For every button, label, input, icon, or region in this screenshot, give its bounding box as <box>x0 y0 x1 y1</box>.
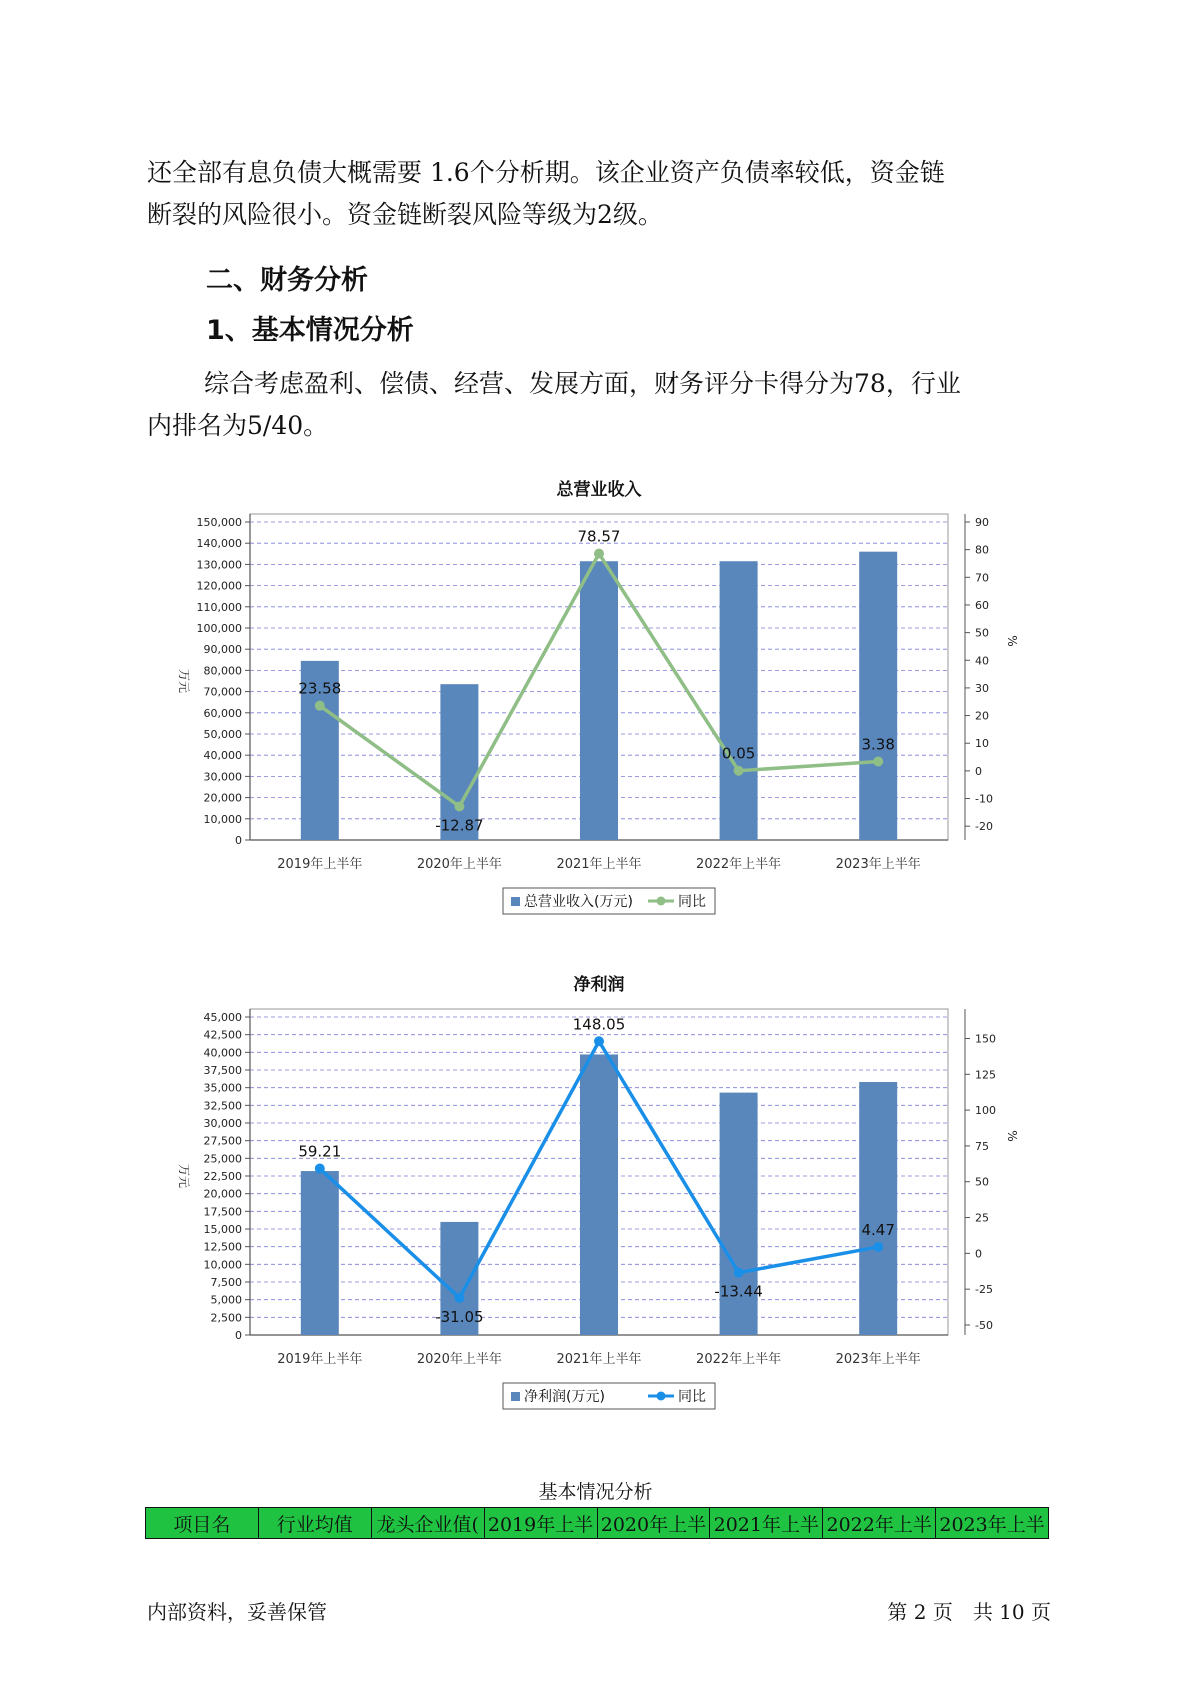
y-tick-label: 30,000 <box>203 1117 242 1130</box>
y-tick-label: 35,000 <box>203 1081 242 1095</box>
y2-tick-label: 30 <box>975 681 989 695</box>
line-point <box>454 1293 464 1303</box>
y-tick-label: 5,000 <box>210 1293 242 1307</box>
legend-swatch-point <box>657 897 666 906</box>
x-tick-label: 2023年上半年 <box>835 857 921 872</box>
y-tick-label: 40,000 <box>203 1046 242 1060</box>
header-cell: 2019年上半 <box>484 1508 597 1539</box>
y-tick-label: 0 <box>235 1329 242 1342</box>
line-point <box>873 757 883 767</box>
y-tick-label: 25,000 <box>203 1152 242 1166</box>
x-tick-label: 2021年上半年 <box>556 857 642 872</box>
y-tick-label: 60,000 <box>203 706 242 720</box>
y2-tick-label: 25 <box>975 1211 989 1225</box>
revenue-chart <box>150 470 1030 934</box>
y-tick-label: 37,500 <box>203 1064 242 1077</box>
revenue-chart-svg <box>150 470 1030 930</box>
y-tick-label: 10,000 <box>203 812 242 826</box>
data-label: -31.05 <box>435 1307 484 1326</box>
line-point <box>594 1036 604 1046</box>
data-label: -13.44 <box>714 1282 763 1301</box>
bar <box>859 552 897 840</box>
header-cell: 2022年上半 <box>823 1508 936 1539</box>
data-label: 23.58 <box>298 679 342 698</box>
y2-tick-label: 50 <box>975 626 989 640</box>
y-tick-label: 30,000 <box>203 770 242 784</box>
legend-swatch-bar <box>511 897 520 906</box>
data-label: 59.21 <box>298 1142 342 1161</box>
legend-label: 总营业收入(万元) <box>524 894 633 910</box>
y-tick-label: 45,000 <box>203 1011 242 1024</box>
y-tick-label: 7,500 <box>210 1276 242 1289</box>
y-tick-label: 50,000 <box>203 728 242 741</box>
y-tick-label: 32,500 <box>203 1099 242 1113</box>
y2-tick-label: 0 <box>975 1247 982 1261</box>
paragraph-line: 断裂的风险很小。资金链断裂风险等级为2级。 <box>147 200 663 229</box>
line-point <box>734 766 744 776</box>
y2-axis-label: % <box>1005 635 1019 647</box>
paragraph-line: 内排名为5/40。 <box>147 411 329 440</box>
chart-title: 总营业收入 <box>556 480 642 500</box>
bar <box>580 561 618 840</box>
y-tick-label: 0 <box>235 834 242 847</box>
x-tick-label: 2023年上半年 <box>835 1352 921 1367</box>
data-label: -12.87 <box>435 816 484 835</box>
y2-tick-label: -50 <box>975 1318 993 1332</box>
y-tick-label: 150,000 <box>196 516 242 529</box>
subsection-heading: 1、基本情况分析 <box>206 315 414 346</box>
data-label: 4.47 <box>861 1220 895 1239</box>
y-axis-label: 万元 <box>177 1163 191 1189</box>
header-cell: 龙头企业值( <box>371 1508 484 1539</box>
legend-label: 同比 <box>678 894 706 910</box>
y-tick-label: 20,000 <box>203 791 242 805</box>
y-tick-label: 100,000 <box>196 622 242 635</box>
y-tick-label: 140,000 <box>196 537 242 551</box>
x-tick-label: 2022年上半年 <box>696 857 782 872</box>
table-header-row <box>146 1508 1049 1539</box>
x-tick-label: 2022年上半年 <box>696 1352 782 1367</box>
line-point <box>594 549 604 559</box>
y2-tick-label: -10 <box>975 792 993 806</box>
line-point <box>734 1268 744 1278</box>
y-tick-label: 70,000 <box>203 685 242 699</box>
y2-tick-label: 90 <box>975 516 989 529</box>
y-tick-label: 2,500 <box>210 1311 242 1325</box>
y2-axis-label: % <box>1005 1130 1019 1142</box>
header-cell: 项目名 <box>146 1508 259 1539</box>
y-axis-label: 万元 <box>177 668 191 694</box>
y2-tick-label: -25 <box>975 1283 993 1297</box>
section-heading: 二、财务分析 <box>206 265 368 296</box>
chart-title: 净利润 <box>573 975 625 995</box>
page-number: 第 2 页 共 10 页 <box>887 1600 1051 1624</box>
y-tick-label: 10,000 <box>203 1258 242 1272</box>
legend-label: 同比 <box>678 1389 706 1405</box>
y-tick-label: 130,000 <box>196 558 242 572</box>
header-cell: 2020年上半 <box>597 1508 710 1539</box>
y-tick-label: 15,000 <box>203 1223 242 1236</box>
x-tick-label: 2019年上半年 <box>277 1352 363 1367</box>
data-label: 3.38 <box>861 735 895 754</box>
y-tick-label: 22,500 <box>203 1170 242 1183</box>
x-tick-label: 2020年上半年 <box>416 857 502 872</box>
y-tick-label: 42,500 <box>203 1028 242 1042</box>
y-tick-label: 90,000 <box>203 643 242 657</box>
x-tick-label: 2019年上半年 <box>277 857 363 872</box>
paragraph-line: 综合考虑盈利、偿债、经营、发展方面，财务评分卡得分为78，行业 <box>204 369 961 398</box>
y-tick-label: 20,000 <box>203 1187 242 1201</box>
y-tick-label: 40,000 <box>203 749 242 763</box>
line-point <box>873 1242 883 1252</box>
header-cell: 2023年上半 <box>936 1508 1049 1539</box>
x-tick-label: 2021年上半年 <box>556 1352 642 1367</box>
footer-note: 内部资料，妥善保管 <box>147 1600 327 1624</box>
y2-tick-label: 125 <box>975 1068 996 1082</box>
bar <box>301 1171 339 1335</box>
data-label: 78.57 <box>577 527 621 546</box>
x-tick-label: 2020年上半年 <box>416 1352 502 1367</box>
header-cell: 2021年上半 <box>710 1508 823 1539</box>
y2-tick-label: 80 <box>975 543 989 557</box>
y2-tick-label: 0 <box>975 764 982 778</box>
legend-label: 净利润(万元) <box>524 1389 605 1405</box>
table-caption: 基本情况分析 <box>538 1481 653 1503</box>
bar <box>859 1082 897 1335</box>
line-point <box>315 701 325 711</box>
bar <box>720 561 758 840</box>
y2-tick-label: 10 <box>975 737 989 751</box>
data-label: 0.05 <box>721 744 756 763</box>
basic-info-table <box>145 1507 1049 1539</box>
y2-tick-label: 40 <box>975 654 989 668</box>
y2-tick-label: 60 <box>975 598 989 612</box>
y-tick-label: 80,000 <box>203 664 242 678</box>
y-tick-label: 27,500 <box>203 1134 242 1148</box>
net-profit-chart <box>150 965 1030 1429</box>
paragraph-line: 还全部有息负债大概需要 1.6个分析期。该企业资产负债率较低，资金链 <box>147 158 945 187</box>
net-profit-chart-svg <box>150 965 1030 1425</box>
data-label: 148.05 <box>572 1015 626 1034</box>
bar <box>580 1054 618 1335</box>
y2-tick-label: 50 <box>975 1175 989 1189</box>
y2-tick-label: 20 <box>975 709 989 723</box>
y2-tick-label: 70 <box>975 571 989 585</box>
y2-tick-label: -20 <box>975 820 993 834</box>
line-point <box>315 1164 325 1174</box>
legend-swatch-point <box>657 1392 666 1401</box>
y-tick-label: 110,000 <box>196 600 242 614</box>
y-tick-label: 12,500 <box>203 1240 242 1254</box>
y-tick-label: 17,500 <box>203 1205 242 1219</box>
line-point <box>454 801 464 811</box>
y2-tick-label: 100 <box>975 1104 996 1118</box>
legend-swatch-bar <box>511 1392 520 1401</box>
y2-tick-label: 150 <box>975 1032 996 1046</box>
y2-tick-label: 75 <box>975 1139 989 1153</box>
header-cell: 行业均值 <box>258 1508 371 1539</box>
y-tick-label: 120,000 <box>196 579 242 593</box>
